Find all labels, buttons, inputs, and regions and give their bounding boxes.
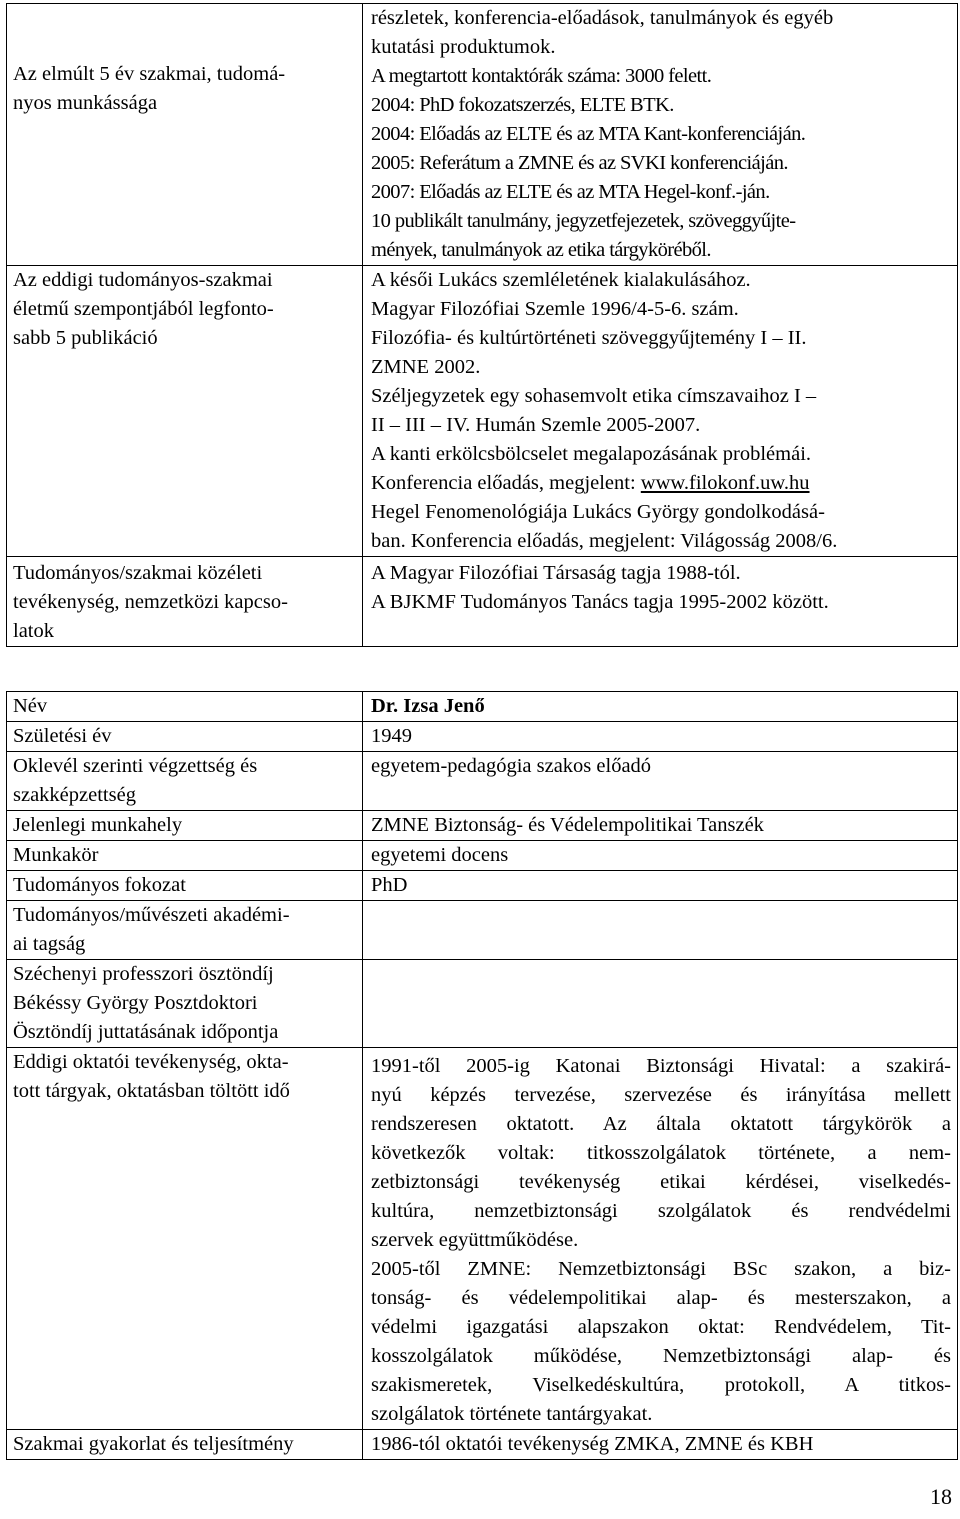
text-line: A kanti erkölcsbölcselet megalapozásának problémái.	[371, 443, 812, 465]
academic-work-table	[6, 3, 958, 647]
text-line: szolgálatok története tantárgyakat.	[371, 1403, 653, 1425]
row-value-recent-work	[363, 4, 958, 266]
text-line: tonság- és védelempolitikai alap- és mesterszakon, a	[371, 1287, 951, 1309]
text-line: kosszolgálatok működése, Nemzetbiztonsági alap- és	[371, 1345, 951, 1367]
practice-label: Szakmai gyakorlat és teljesítmény	[7, 1430, 363, 1460]
page-number: 18	[930, 1484, 952, 1509]
academy-value	[363, 901, 958, 960]
label-line: Széchenyi professzori ösztöndíj	[13, 963, 274, 985]
text-line: ZMNE 2002.	[371, 356, 481, 378]
text-line: 2004: PhD fokozatszerzés, ELTE BTK.	[371, 94, 674, 116]
conference-link[interactable]: www.filokonf.uw.hu	[640, 472, 810, 494]
birth-year-label: Születési év	[7, 722, 363, 752]
text-line: szakismeretek, Viselkedéskultúra, protokoll, A titkos-	[371, 1374, 951, 1396]
practice-value: 1986-tól oktatói tevékenység ZMKA, ZMNE és KBH	[363, 1430, 958, 1460]
text-line	[371, 469, 951, 498]
text-line: védelmi igazgatási alapszakon oktat: Rendvédelem, Tit-	[371, 1316, 951, 1338]
text-line: Filozófia- és kultúrtörténeti szöveggyűjtemény I – II.	[371, 327, 807, 349]
degree-value: egyetem-pedagógia szakos előadó	[363, 752, 958, 811]
text-line: 2004: Előadás az ELTE és az MTA Kant-konferenciáján.	[371, 123, 806, 145]
label-line: nyos munkássága	[13, 92, 158, 114]
table-row	[7, 841, 958, 871]
row-label-recent-work	[7, 4, 363, 266]
text-line: szervek együttműködése.	[371, 1229, 579, 1251]
text-line: 2007: Előadás az ELTE és az MTA Hegel-konf.-ján.	[371, 181, 770, 203]
label-line: Tudományos/művészeti akadémi-	[13, 904, 290, 926]
label-line: tevékenység, nemzetközi kapcso-	[13, 591, 288, 613]
text-line: mények, tanulmányok az etika tárgyköréből.	[371, 239, 711, 261]
scholarship-value	[363, 960, 958, 1048]
table-row	[7, 722, 958, 752]
workplace-label: Jelenlegi munkahely	[7, 811, 363, 841]
label-line: életmű szempontjából legfonto-	[13, 298, 274, 320]
text-line: 2005-től ZMNE: Nemzetbiztonsági BSc szakon, a biz-	[371, 1258, 951, 1280]
teaching-value	[363, 1048, 958, 1430]
name-label: Név	[7, 692, 363, 722]
table-row	[7, 4, 958, 266]
label-line: Tudományos/szakmai közéleti	[13, 562, 263, 584]
text-line: zetbiztonsági tevékenység etikai kérdései, viselkedés-	[371, 1171, 951, 1193]
text-line: A BJKMF Tudományos Tanács tagja 1995-2002 között.	[371, 591, 829, 613]
text-line: 2005: Referátum a ZMNE és az SVKI konferenciáján.	[371, 152, 788, 174]
text-line: A Magyar Filozófiai Társaság tagja 1988-tól.	[371, 562, 741, 584]
label-line: Az eddigi tudományos-szakmai	[13, 269, 273, 291]
label-line: Eddigi oktatói tevékenység, okta-	[13, 1051, 289, 1073]
label-line: Ösztöndíj juttatásának időpontja	[13, 1021, 279, 1043]
table-row	[7, 557, 958, 647]
label-line: Az elmúlt 5 év szakmai, tudomá-	[13, 63, 286, 85]
teaching-label	[7, 1048, 363, 1430]
label-line: Békéssy György Posztdoktori	[13, 992, 258, 1014]
conference-note: Konferencia előadás, megjelent:	[371, 472, 641, 494]
text-line: kultúra, nemzetbiztonsági szolgálatok és rendvédelmi	[371, 1200, 951, 1222]
table-row	[7, 871, 958, 901]
text-line: A késői Lukács szemléletének kialakulásához.	[371, 269, 751, 291]
row-label-public-activity	[7, 557, 363, 647]
name-value	[363, 692, 958, 722]
table-row	[7, 266, 958, 557]
table-row	[7, 752, 958, 811]
text-line: rendszeresen oktatott. Az általa oktatott tárgykörök a	[371, 1113, 951, 1135]
text-line: 10 publikált tanulmány, jegyzetfejezetek, szöveggyűjte-	[371, 210, 796, 232]
text-line: kutatási produktumok.	[371, 36, 556, 58]
table-row	[7, 1048, 958, 1430]
label-line: szakképzettség	[13, 784, 136, 806]
job-label: Munkakör	[7, 841, 363, 871]
sci-degree-value: PhD	[363, 871, 958, 901]
workplace-value: ZMNE Biztonság- és Védelempolitikai Tanszék	[363, 811, 958, 841]
text-line: 1991-től 2005-ig Katonai Biztonsági Hivatal: a szakirá-	[371, 1055, 951, 1077]
text-line: nyú képzés tervezése, szervezése és irányítása mellett	[371, 1084, 951, 1106]
table-row	[7, 811, 958, 841]
label-line: sabb 5 publikáció	[13, 327, 158, 349]
table-row	[7, 1430, 958, 1460]
table-row	[7, 901, 958, 960]
text-line: Hegel Fenomenológiája Lukács György gondolkodásá-	[371, 501, 825, 523]
text-line: Magyar Filozófiai Szemle 1996/4-5-6. szám.	[371, 298, 739, 320]
text-line: Széljegyzetek egy sohasemvolt etika címszavaihoz I –	[371, 385, 817, 407]
table-row	[7, 960, 958, 1048]
text-line: A megtartott kontaktórák száma: 3000 felett.	[371, 65, 712, 87]
text-line: II – III – IV. Humán Szemle 2005-2007.	[371, 414, 701, 436]
degree-label	[7, 752, 363, 811]
birth-year-value: 1949	[363, 722, 958, 752]
row-value-publications	[363, 266, 958, 557]
label-line: ai tagság	[13, 933, 86, 955]
text-line: ban. Konferencia előadás, megjelent: Világosság 2008/6.	[371, 530, 838, 552]
text-line: részletek, konferencia-előadások, tanulmányok és egyéb	[371, 7, 834, 29]
personal-data-table	[6, 691, 958, 1460]
job-value: egyetemi docens	[363, 841, 958, 871]
table-row	[7, 692, 958, 722]
row-label-publications	[7, 266, 363, 557]
academy-label	[7, 901, 363, 960]
name-text: Dr. Izsa Jenő	[371, 695, 485, 717]
label-line: tott tárgyak, oktatásban töltött idő	[13, 1080, 290, 1102]
row-value-public-activity	[363, 557, 958, 647]
sci-degree-label: Tudományos fokozat	[7, 871, 363, 901]
label-line: latok	[13, 620, 54, 642]
scholarship-label	[7, 960, 363, 1048]
text-line: következők voltak: titkosszolgálatok története, a nem-	[371, 1142, 951, 1164]
label-line: Oklevél szerinti végzettség és	[13, 755, 258, 777]
